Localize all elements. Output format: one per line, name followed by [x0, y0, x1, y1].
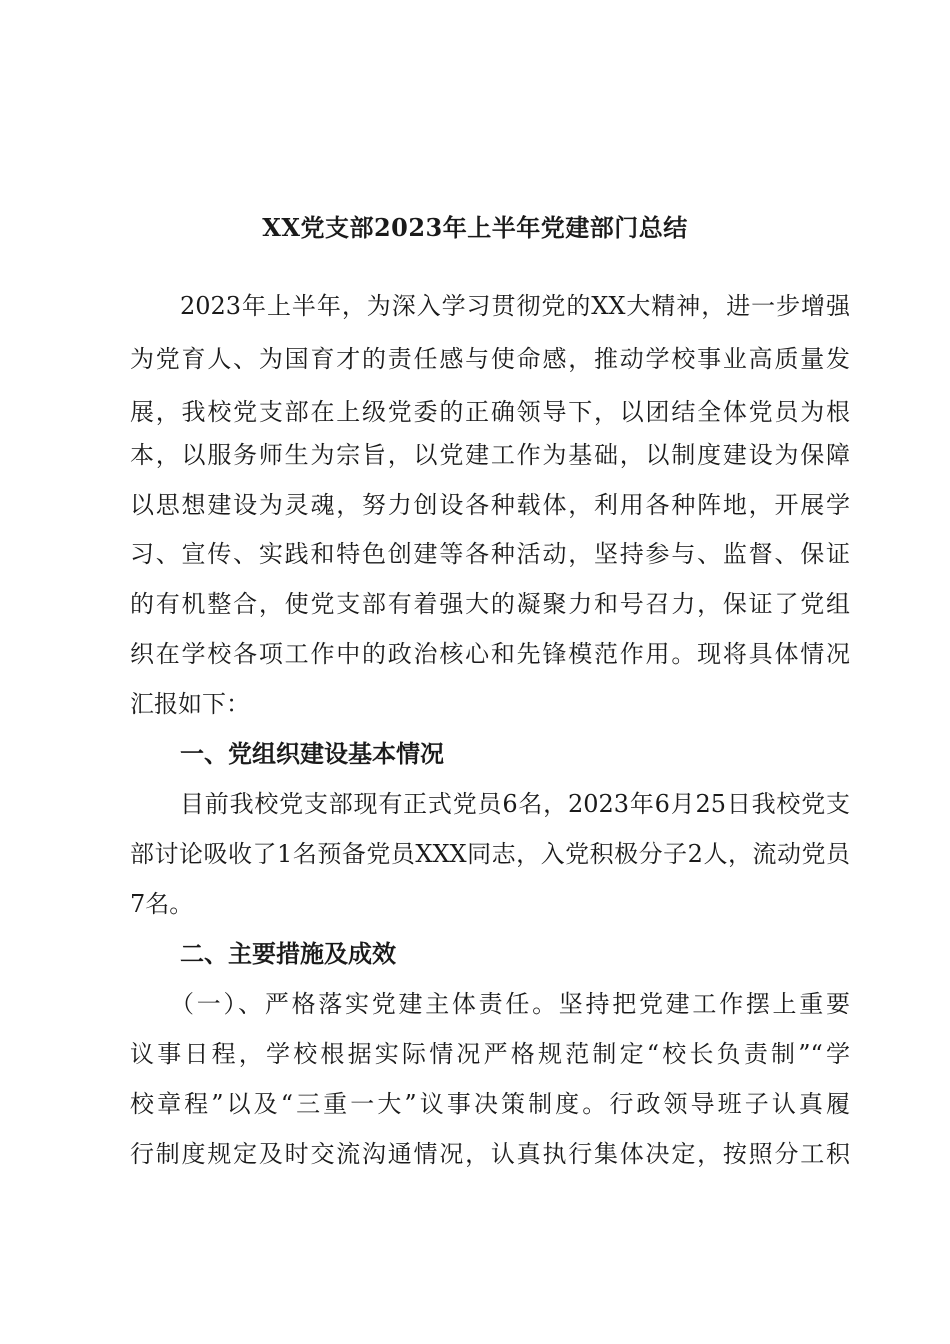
intro-line: 2023年上半年，为深入学习贯彻党的XX大精神，进一步增强 [180, 292, 850, 320]
section-line: 行制度规定及时交流沟通情况，认真执行集体决定，按照分工积 [130, 1140, 850, 1168]
intro-line: 以思想建设为灵魂，努力创设各种载体，利用各种阵地，开展学 [130, 491, 850, 519]
document-title: XX党支部2023年上半年党建部门总结 [262, 213, 688, 242]
intro-line: 的有机整合，使党支部有着强大的凝聚力和号召力，保证了党组 [130, 590, 850, 618]
intro-line: 织在学校各项工作中的政治核心和先锋模范作用。现将具体情况 [130, 640, 850, 668]
section-line: 部讨论吸收了1名预备党员XXX同志，入党积极分子2人，流动党员 [130, 840, 850, 868]
section-line: 议事日程，学校根据实际情况严格规范制定“校长负责制”“学 [130, 1040, 850, 1068]
section-line: 目前我校党支部现有正式党员6名，2023年6月25日我校党支 [180, 790, 850, 818]
section-line: （一）、严格落实党建主体责任。坚持把党建工作摆上重要 [170, 990, 850, 1018]
intro-line: 展，我校党支部在上级党委的正确领导下，以团结全体党员为根 [130, 398, 850, 426]
section-line: 校章程”以及“三重一大”议事决策制度。行政领导班子认真履 [130, 1090, 850, 1118]
intro-line: 汇报如下： [130, 690, 250, 718]
section-line: 7名。 [130, 890, 194, 918]
section-heading: 二、主要措施及成效 [180, 939, 396, 968]
section-heading: 一、党组织建设基本情况 [180, 739, 444, 768]
intro-line: 习、宣传、实践和特色创建等各种活动，坚持参与、监督、保证 [130, 540, 850, 568]
intro-line: 本，以服务师生为宗旨，以党建工作为基础，以制度建设为保障 [130, 441, 850, 469]
intro-line: 为党育人、为国育才的责任感与使命感，推动学校事业高质量发 [130, 345, 850, 373]
